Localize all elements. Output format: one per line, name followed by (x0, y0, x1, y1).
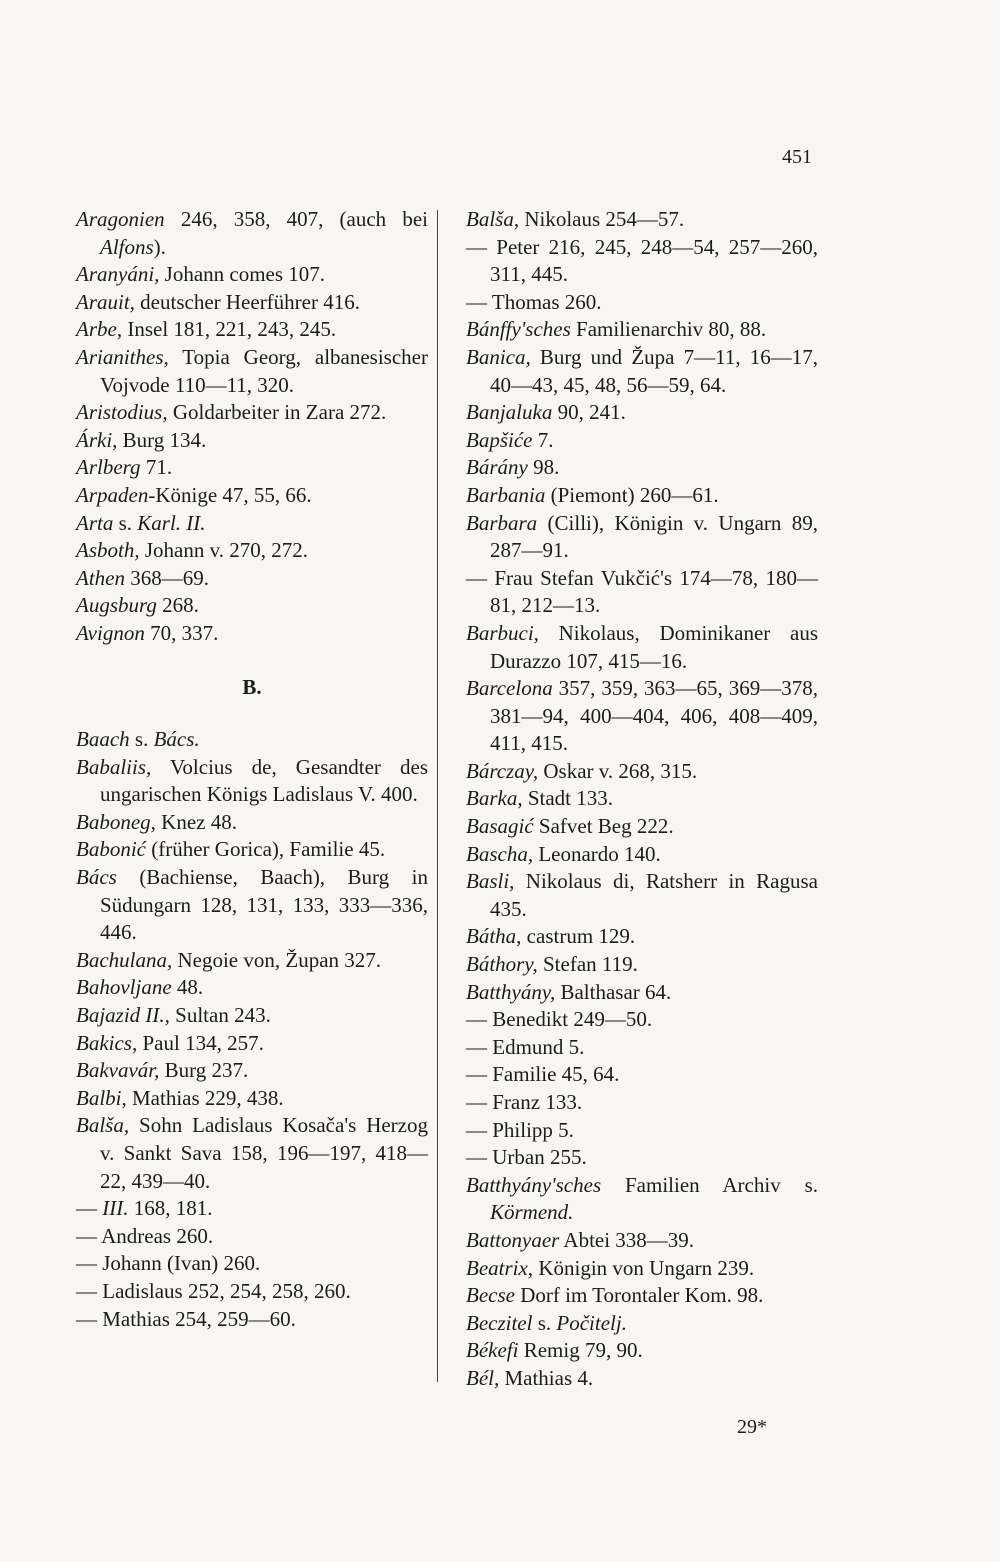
index-entry (466, 841, 818, 869)
entry-text: — Edmund 5. (466, 1034, 585, 1059)
entry-text: Johann v. 270, 272. (139, 538, 308, 563)
entry-text: Johann comes 107. (159, 262, 326, 287)
entry-text: — Frau Stefan Vukčić's 174—78, 180—81, 212—13. (466, 565, 818, 618)
index-entry (466, 813, 818, 841)
entry-text: Insel 181, 221, 243, 245. (122, 317, 337, 342)
entry-text: Burg 237. (159, 1058, 249, 1083)
entry-text: 357, 359, 363—65, 369—378, 381—94, 400—404, 406, 408—409, 411, 415. (490, 676, 818, 756)
index-entry (76, 836, 428, 864)
entry-text: Goldarbeiter in Zara 272. (167, 400, 387, 425)
column-divider (437, 210, 438, 1382)
entry-term: Basli, (466, 869, 515, 894)
entry-text: 98. (527, 455, 560, 480)
entry-text: Negoie von, Župan 327. (172, 947, 382, 972)
entry-text: 90, 241. (552, 400, 626, 425)
index-entry (76, 482, 428, 510)
entry-text: 268. (156, 593, 199, 618)
index-entry (466, 1006, 818, 1034)
index-entry (76, 1195, 428, 1223)
entry-text: Sohn Ladislaus Kosača's Herzog v. Sankt Sava 158, 196—197, 418—22, 439—40. (100, 1113, 428, 1193)
entry-text: — Urban 255. (466, 1145, 587, 1170)
entry-term: Aranyáni, (76, 262, 160, 287)
index-entry (466, 1282, 818, 1310)
index-entry (76, 974, 428, 1002)
entry-term: Arta (76, 510, 114, 535)
entry-text: Burg und Župa 7—11, 16—17, 40—43, 45, 48, 56—59, 64. (490, 344, 818, 397)
index-entry (76, 947, 428, 975)
entry-text: Nikolaus 254—57. (519, 207, 685, 231)
index-entry (466, 482, 818, 510)
entry-term: Balbi, (76, 1085, 127, 1110)
entry-term: — (76, 1196, 103, 1221)
entry-text: Mathias 4. (499, 1365, 594, 1390)
index-entry (466, 620, 818, 675)
sheet-signature: 29* (737, 1416, 767, 1438)
index-entry (76, 454, 428, 482)
index-entry (76, 510, 428, 538)
index-entry (466, 923, 818, 951)
entry-text: 368—69. (124, 565, 209, 590)
entry-term: Barbania (466, 482, 546, 507)
index-entry (466, 951, 818, 979)
entry-text: Safvet Beg 222. (533, 814, 674, 839)
entry-term: Arbe, (76, 317, 123, 342)
entry-text: — Benedikt 249—50. (466, 1007, 653, 1032)
entry-term: Batthyány, (466, 979, 556, 1004)
entry-term: Becse (466, 1283, 515, 1308)
entry-term: Bács (76, 865, 117, 890)
entry-reference: Körmend. (490, 1200, 574, 1225)
entry-text: 48. (171, 975, 204, 1000)
entry-text: 70, 337. (144, 620, 219, 645)
entry-term: Arianithes, (76, 344, 169, 369)
entry-text: Balthasar 64. (555, 979, 672, 1004)
index-entry (466, 1255, 818, 1283)
index-entry (76, 754, 428, 809)
entry-term: Asboth, (76, 538, 140, 563)
entry-text: — Andreas 260. (76, 1223, 214, 1248)
entry-text: Sultan 243. (169, 1003, 271, 1028)
index-entry (466, 399, 818, 427)
entry-text: Königin von Ungarn 239. (533, 1255, 755, 1280)
entry-text: Stadt 133. (522, 786, 613, 811)
entry-term: Arpaden- (76, 482, 156, 507)
index-entry (76, 289, 428, 317)
index-entry (76, 427, 428, 455)
entry-text: — Philipp 5. (466, 1117, 574, 1142)
entry-reference: Počitelj. (556, 1310, 627, 1335)
entry-text: Volcius de, Gesandter des ungarischen Königs Ladislaus V. 400. (100, 754, 428, 807)
index-entry (466, 1034, 818, 1062)
entry-term: Bakics, (76, 1030, 138, 1055)
entry-term: Arlberg (76, 455, 141, 480)
entry-term: Báthory, (466, 952, 538, 977)
entry-term: Bátha, (466, 924, 522, 949)
entry-term: Beatrix, (466, 1255, 534, 1280)
index-entry (466, 785, 818, 813)
index-entry (466, 234, 818, 289)
index-entry (466, 868, 818, 923)
entry-term: Bahovljane (76, 975, 172, 1000)
index-entry (466, 1172, 818, 1227)
entry-text: (Bachiense, Baach), Burg in Südungarn 128, 131, 133, 333—336, 446. (100, 865, 428, 945)
entry-term: Árki, (76, 427, 118, 452)
entry-text: (Piemont) 260—61. (545, 482, 719, 507)
index-entry (466, 427, 818, 455)
entry-term: Békefi (466, 1338, 519, 1363)
entry-reference: III. (102, 1196, 129, 1221)
entry-text: Oskar v. 268, 315. (538, 758, 698, 783)
index-entry (466, 206, 818, 234)
index-entry (466, 758, 818, 786)
index-entry (466, 1310, 818, 1338)
entry-text: (Cilli), Königin v. Ungarn 89, 287—91. (490, 510, 818, 563)
entry-term: Arauit, (76, 289, 135, 314)
index-entry (76, 1306, 428, 1334)
index-entry (466, 344, 818, 399)
entry-text: Familienarchiv 80, 88. (570, 317, 767, 342)
entry-term: Barbara (466, 510, 538, 535)
entry-text: Knez 48. (155, 809, 237, 834)
entry-text: — Thomas 260. (466, 289, 602, 314)
entry-text: deutscher Heerführer 416. (134, 289, 360, 314)
entry-term: Basagić (466, 814, 534, 839)
entry-term: Bakvavár, (76, 1058, 160, 1083)
index-column-left (76, 206, 428, 1333)
index-entry (76, 1278, 428, 1306)
entry-text: s. (532, 1310, 557, 1335)
index-entry (76, 316, 428, 344)
index-entry (76, 1002, 428, 1030)
entry-text: 7. (532, 427, 554, 452)
entry-tail: 168, 181. (128, 1196, 213, 1221)
entry-term: Banica, (466, 344, 531, 369)
entry-term: Baboneg, (76, 809, 156, 834)
index-entry (466, 454, 818, 482)
entry-term: Barcelona (466, 676, 553, 701)
entry-term: Battonyaer (466, 1227, 560, 1252)
entry-reference: Bács. (153, 727, 200, 752)
entry-text: Nikolaus, Dominikaner aus Durazzo 107, 415—16. (490, 620, 818, 673)
index-entry (76, 1085, 428, 1113)
entry-text: (früher Gorica), Familie 45. (145, 837, 386, 862)
entry-term: Barbuci, (466, 620, 539, 645)
entry-term: Augsburg (76, 593, 157, 618)
index-entry (466, 675, 818, 758)
entry-term: Aragonien (76, 207, 165, 231)
entry-text: Topia Georg, albanesischer Vojvode 110—11, 320. (100, 344, 428, 397)
entry-term: Banjaluka (466, 400, 553, 425)
entry-text: Mathias 229, 438. (126, 1085, 284, 1110)
index-entries-b (76, 726, 428, 1333)
index-entry (466, 1227, 818, 1255)
entry-text: s. (113, 510, 138, 535)
entry-text: Stefan 119. (537, 952, 638, 977)
entry-term: Bapšiće (466, 427, 533, 452)
index-entry (466, 510, 818, 565)
entry-term: Avignon (76, 620, 145, 645)
index-entry (76, 864, 428, 947)
entry-term: Barka, (466, 786, 523, 811)
index-entry (76, 1030, 428, 1058)
index-entry (76, 565, 428, 593)
entry-term: Bachulana, (76, 947, 173, 972)
index-entry (466, 289, 818, 317)
entry-text: — Familie 45, 64. (466, 1062, 620, 1087)
index-entry (76, 344, 428, 399)
entry-text: — Franz 133. (466, 1090, 583, 1114)
index-entry (466, 565, 818, 620)
entry-term: Batthyány'sches (466, 1172, 602, 1197)
entry-reference: Alfons (100, 234, 154, 259)
index-entry (466, 1061, 818, 1089)
section-letter-b: B. (242, 674, 262, 699)
index-entry (466, 1089, 818, 1117)
entry-term: Babonić (76, 837, 146, 862)
entry-text: castrum 129. (521, 924, 636, 949)
index-column-right (466, 206, 818, 1393)
entry-term: Baach (76, 727, 130, 752)
entry-term: Bárczay, (466, 758, 539, 783)
index-entry (466, 316, 818, 344)
entry-text: Leonardo 140. (533, 841, 661, 866)
entry-term: Babaliis, (76, 754, 152, 779)
index-entries-a (76, 206, 428, 648)
entry-term: Athen (76, 565, 125, 590)
index-entry (466, 1144, 818, 1172)
entry-text: — Mathias 254, 259—60. (76, 1306, 296, 1331)
entry-text: — Peter 216, 245, 248—54, 257—260, 311, 445. (466, 234, 818, 287)
entry-reference: Karl. II. (137, 510, 206, 535)
entry-term: Bajazid II., (76, 1003, 170, 1028)
index-entry (76, 206, 428, 261)
entry-tail: ). (153, 234, 166, 259)
index-entry (76, 1057, 428, 1085)
index-entries-right (466, 206, 818, 1393)
entry-term: Balša, (76, 1113, 130, 1138)
entry-text: Familien Archiv s. (601, 1172, 818, 1197)
entry-text: 246, 358, 407, (auch bei (164, 207, 428, 231)
entry-term: Beczitel (466, 1310, 533, 1335)
entry-text: — Johann (Ivan) 260. (76, 1251, 261, 1276)
index-entry (76, 1223, 428, 1251)
entry-text: Paul 134, 257. (137, 1030, 264, 1055)
index-entry (76, 399, 428, 427)
entry-term: Aristodius, (76, 400, 168, 425)
index-entry (76, 620, 428, 648)
entry-text: s. (129, 727, 154, 752)
entry-term: Balša, (466, 207, 520, 231)
index-entry (76, 1112, 428, 1195)
entry-text: Abtei 338—39. (559, 1227, 695, 1252)
index-entry (466, 1117, 818, 1145)
index-entry (466, 979, 818, 1007)
entry-text: Könige 47, 55, 66. (155, 482, 312, 507)
entry-text: Remig 79, 90. (518, 1338, 643, 1363)
index-entry (76, 592, 428, 620)
index-entry (76, 809, 428, 837)
index-entry (76, 261, 428, 289)
index-entry (76, 537, 428, 565)
index-entry (466, 1337, 818, 1365)
entry-term: Bánffy'sches (466, 317, 571, 342)
index-entry (76, 1250, 428, 1278)
index-entry (76, 726, 428, 754)
entry-text: Burg 134. (117, 427, 207, 452)
entry-text: 71. (140, 455, 173, 480)
entry-term: Bél, (466, 1365, 500, 1390)
page-number: 451 (782, 146, 812, 168)
entry-term: Bascha, (466, 841, 534, 866)
entry-text: — Ladislaus 252, 254, 258, 260. (76, 1278, 351, 1303)
index-entry (466, 1365, 818, 1393)
entry-text: Dorf im Torontaler Kom. 98. (514, 1283, 764, 1308)
entry-term: Bárány (466, 455, 528, 480)
entry-text: Nikolaus di, Ratsherr in Ragusa 435. (490, 869, 818, 921)
